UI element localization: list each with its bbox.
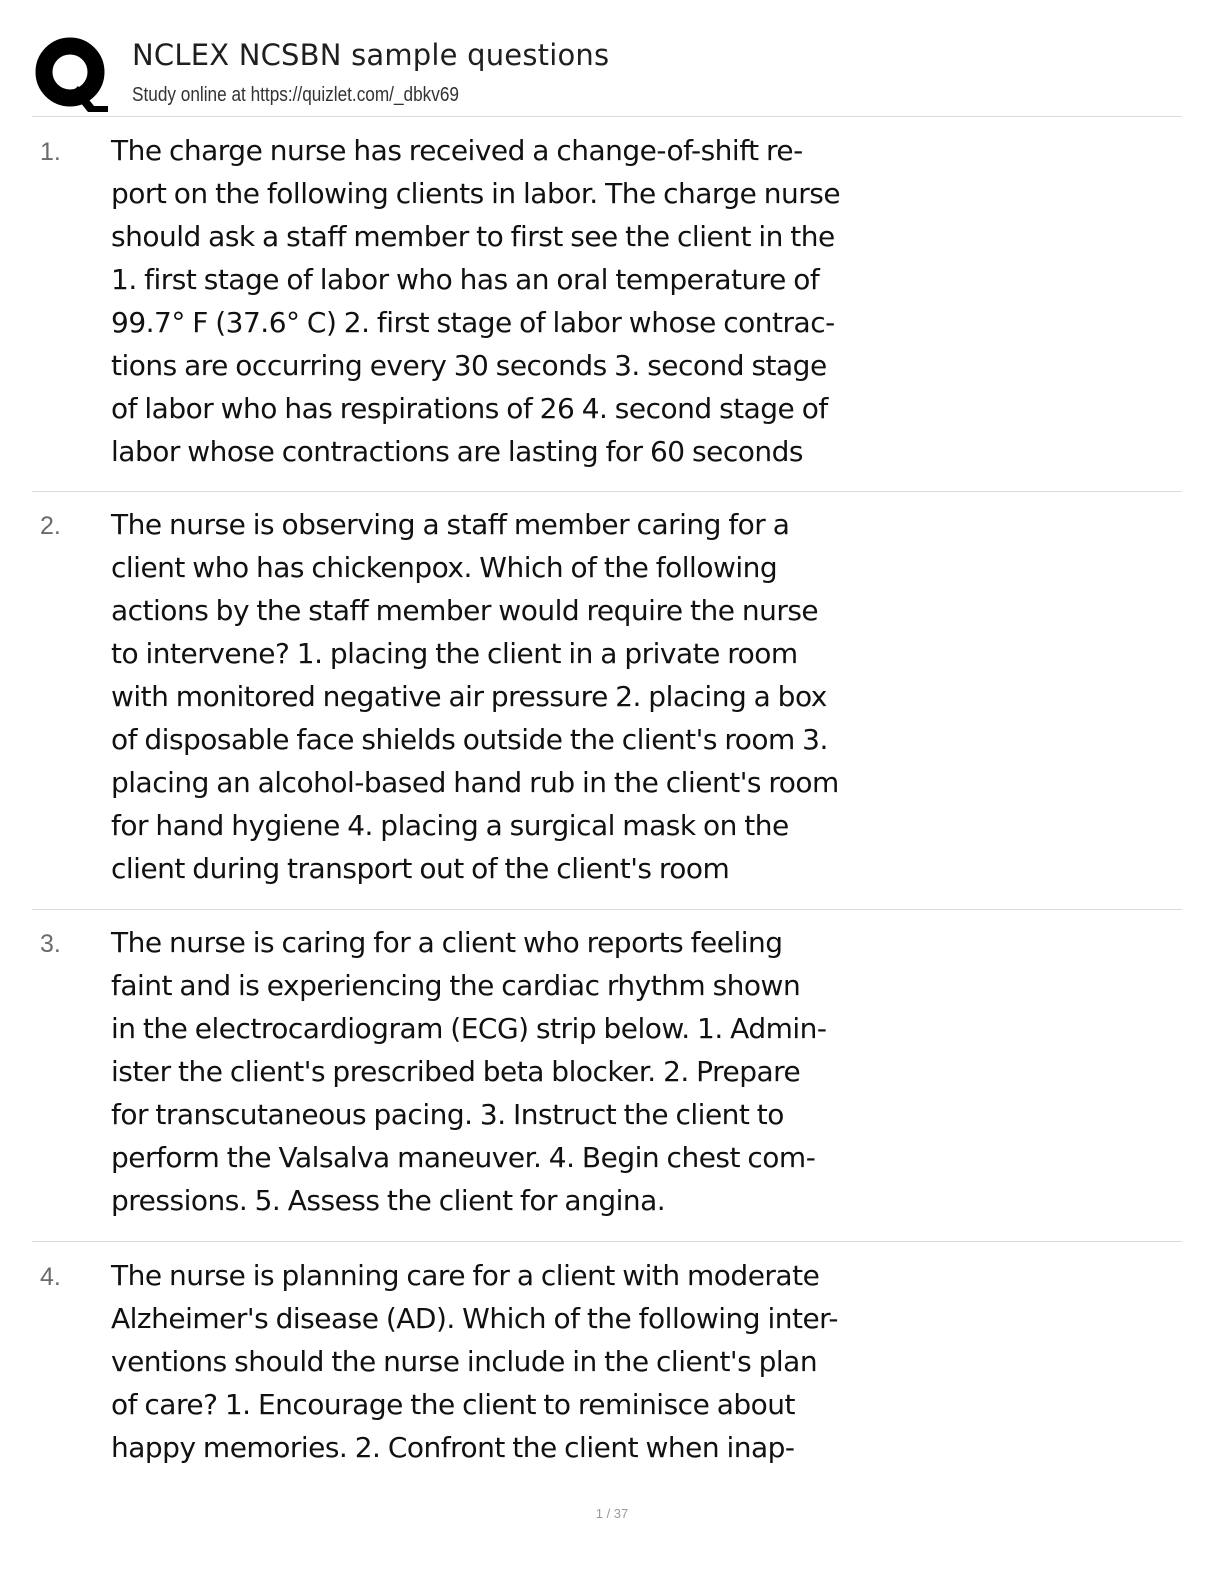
quizlet-logo-icon bbox=[34, 36, 110, 112]
question-divider bbox=[32, 909, 1182, 910]
study-online-link[interactable]: Study online at https://quizlet.com/_dbkv69 bbox=[132, 84, 460, 106]
page-indicator: 1 / 37 bbox=[595, 1506, 629, 1521]
question-text: The charge nurse has received a change-of-shift re- port on the following clients in labor. The charge nurse should ask a staff member to first see the client in the 1. first stage of labor who has an oral temperature of 99.7° F (37.6° C) 2. first stage of labor whose contrac- tions are occurring every 30 seconds 3. second stage of labor who has respirations of 26 4. second stage of labor whose contractions are lasting for 60 seconds bbox=[111, 134, 841, 468]
question-text: The nurse is caring for a client who reports feeling faint and is experiencing the cardiac rhythm shown in the electrocardiogram (ECG) strip below. 1. Admin- ister the client's prescribed beta blocker. 2. Prepare for transcutaneous pacing. 3. Instruct the client to perform the Valsalva maneuver. 4. Begin chest com- pressions. 5. Assess the client for angina. bbox=[111, 926, 827, 1217]
question-number: 2. bbox=[40, 512, 61, 540]
question-number: 3. bbox=[40, 930, 61, 958]
question-text: The nurse is observing a staff member caring for a client who has chickenpox. Which of the following actions by the staff member would require the nurse to intervene? 1. placing the client in a private room with monitored negative air pressure 2. placing a box of disposable face shields outside the client's room 3. placing an alcohol-based hand rub in the client's room for hand hygiene 4. placing a surgical mask on the client during transport out of the client's room bbox=[111, 508, 839, 885]
question-number: 4. bbox=[40, 1263, 61, 1291]
page-title: NCLEX NCSBN sample questions bbox=[132, 38, 610, 72]
header-divider bbox=[32, 116, 1182, 117]
question-divider bbox=[32, 491, 1182, 492]
question-number: 1. bbox=[40, 138, 61, 166]
question-text: The nurse is planning care for a client with moderate Alzheimer's disease (AD). Which of the following inter- ventions should the nurse include in the client's plan of care? 1. Encourage the client to reminisce about happy memories. 2. Confront the client when inap- bbox=[111, 1259, 839, 1464]
question-divider bbox=[32, 1241, 1182, 1242]
